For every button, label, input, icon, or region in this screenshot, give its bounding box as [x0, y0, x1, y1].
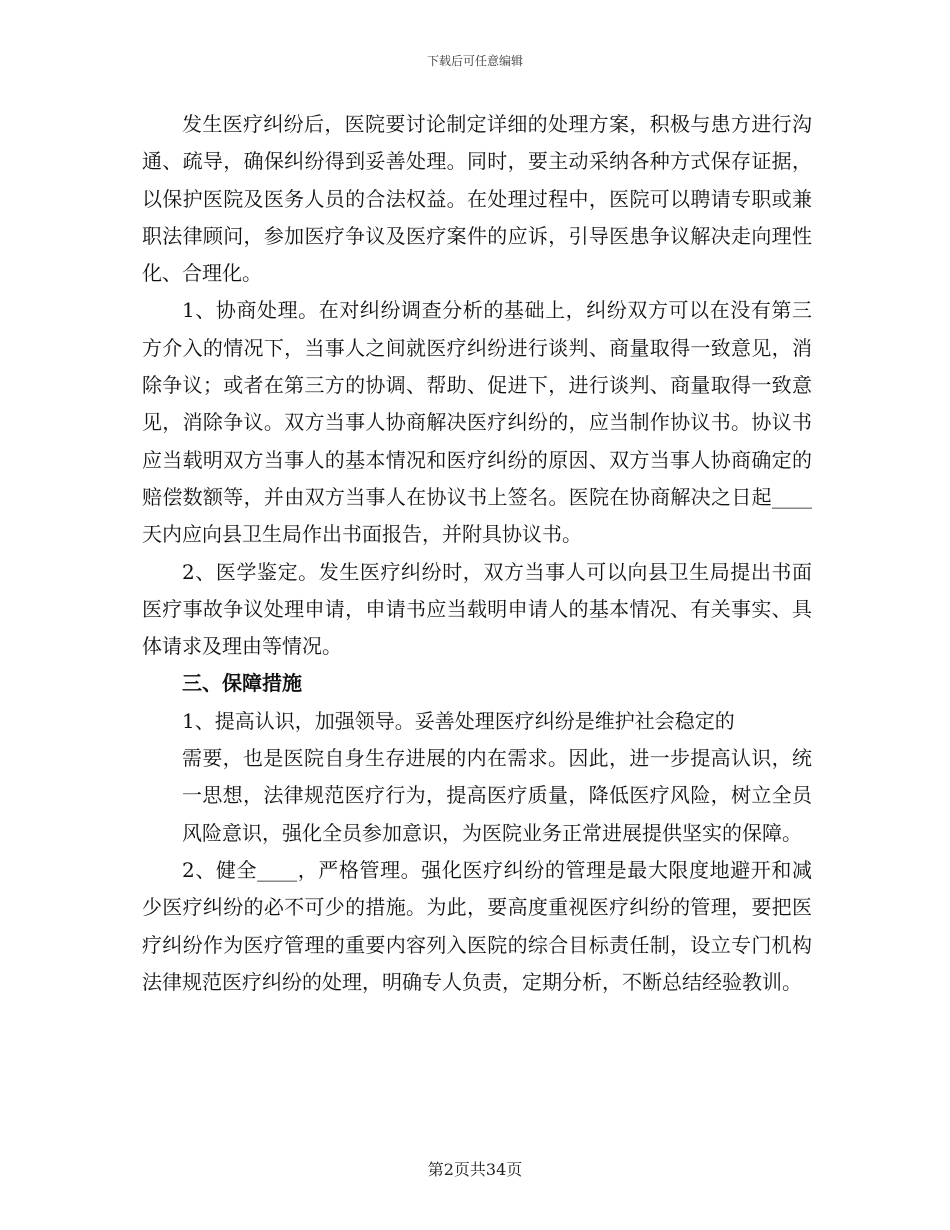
- paragraph-dispute-handling: 发生医疗纠纷后，医院要讨论制定详细的处理方案，积极与患方进行沟通、疏导，确保纠纷得到妥善处理。同时，要主动采纳各种方式保存证据，以保护医院及医务人员的合法权益。在处理过程中，医院可以聘请专职或兼职法律顾问，参加医疗争议及医疗案件的应诉，引导医患争议解决走向理性化、合理化。: [142, 112, 812, 286]
- section-heading-safeguards: 三、保障措施: [182, 671, 302, 696]
- paragraph-medical-appraisal: 2、医学鉴定。发生医疗纠纷时，双方当事人可以向县卫生局提出书面医疗事故争议处理申请，申请书应当载明申请人的基本情况、有关事实、具体请求及理由等情况。: [142, 559, 812, 659]
- paragraph-awareness-lead: 1、提高认识，加强领导。妥善处理医疗纠纷是维护社会稳定的: [182, 708, 735, 733]
- paragraph-management: 2、健全____，严格管理。强化医疗纠纷的管理是最大限度地避开和减少医疗纠纷的必不可少的措施。为此，要高度重视医疗纠纷的管理，要把医疗纠纷作为医疗管理的重要内容列入医院的综合目标责任制，设立专门机构法律规范医疗纠纷的处理，明确专人负责，定期分析，不断总结经验教训。: [142, 857, 812, 994]
- page-header: 下载后可任意编辑: [426, 54, 523, 68]
- page-number: 第2页共34页: [427, 1160, 523, 1179]
- paragraph-negotiation: 1、协商处理。在对纠纷调查分析的基础上，纠纷双方可以在没有第三方介入的情况下，当事人之间就医疗纠纷进行谈判、商量取得一致意见，消除争议；或者在第三方的协调、帮助、促进下，进行谈判、商量取得一致意见，消除争议。双方当事人协商解决医疗纠纷的，应当制作协议书。协议书应当载明双方当事人的基本情况和医疗纠纷的原因、双方当事人协商确定的赔偿数额等，并由双方当事人在协议书上签名。医院在协商解决之日起____天内应向县卫生局作出书面报告，并附具协议书。: [142, 298, 812, 547]
- document-body: [142, 106, 812, 1001]
- paragraph-awareness-body: 需要，也是医院自身生存进展的内在需求。因此，进一步提高认识，统一思想，法律规范医疗行为，提高医疗质量，降低医疗风险，树立全员风险意识，强化全员参加意识，为医院业务正常进展提供坚实的保障。: [182, 746, 812, 845]
